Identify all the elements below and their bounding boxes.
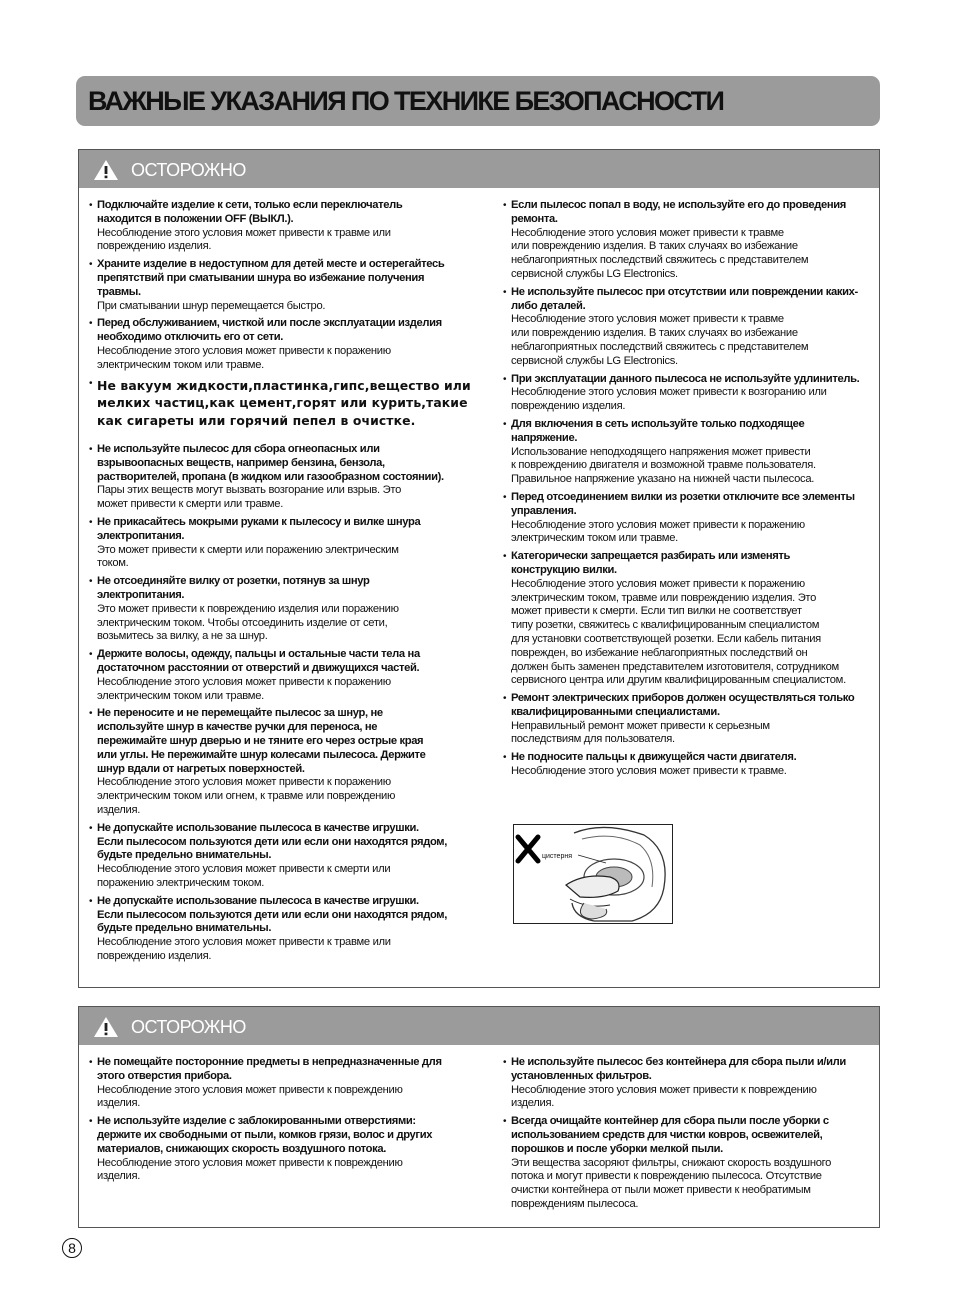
hand-icon — [566, 876, 619, 897]
item-heading-line: напряжение. — [511, 431, 578, 444]
safety-item — [503, 751, 875, 779]
item-description-line: изделия. — [511, 1097, 555, 1110]
item-description-line: электрическим током или травме. — [97, 689, 264, 702]
safety-item — [89, 516, 479, 571]
item-heading-line: • Не вакуум жидкости,пластинка,гипс,вещество или — [97, 377, 471, 393]
item-heading-line: достаточном расстоянии от отверстий и движущихся частей. — [97, 662, 420, 675]
item-description-line: Несоблюдение этого условия может привести к поражению — [97, 344, 391, 357]
item-heading-line: • Если пылесос попал в воду, не используйте его до проведения — [511, 199, 846, 211]
item-description-line: для установки соответствующей розетки. Если кабель питания — [511, 632, 821, 645]
item-description-line: Несоблюдение этого условия может привести к повреждению — [97, 1083, 403, 1096]
item-description-line: При сматывании шнур перемещается быстро. — [97, 299, 326, 312]
item-heading-line: пережимайте шнур дверью и не тяните его через острые края — [97, 735, 424, 747]
item-heading-line: • Не допускайте использование пылесоса в качестве игрушки. — [97, 894, 419, 907]
safety-item — [89, 443, 479, 512]
item-heading-line: • Ремонт электрических приборов должен осуществляться только — [511, 692, 855, 705]
item-description-line: неблагоприятных последствий свяжитесь с представителем — [511, 254, 809, 267]
item-description-line: Несоблюдение этого условия может привести к смерти или — [97, 863, 391, 876]
item-description-line: сервисной службы LG Electronics. — [511, 267, 678, 280]
item-heading-line: шнур вдали от нагретых поверхностей. — [97, 762, 305, 775]
item-description-line: Несоблюдение этого условия может привести к травме — [511, 226, 784, 239]
safety-item — [89, 1115, 479, 1184]
item-description-line: типу розетки, свяжитесь с квалифицированным специалистом — [511, 619, 820, 632]
item-description-line: Несоблюдение этого условия может привести к поражению — [511, 577, 805, 590]
item-heading-line: как сигареты или горячий пепел в очистке. — [97, 412, 416, 428]
item-description-line: Несоблюдение этого условия может привести к повреждению — [97, 1156, 403, 1169]
item-heading-line: • Не используйте пылесос при отсутствии или повреждении каких- — [511, 285, 858, 298]
item-description-line: может привести к смерти или травме. — [97, 498, 284, 511]
caution-header — [79, 150, 879, 188]
item-heading-line: квалифицированными специалистами. — [511, 705, 720, 718]
item-description-line: Несоблюдение этого условия может привести к травме. — [511, 765, 787, 778]
right-column — [503, 199, 875, 783]
item-description-line: сервисного центра или другим квалифицированным специалистом. — [511, 674, 846, 687]
item-description-line: Это может привести к повреждению изделия или поражению — [97, 602, 399, 615]
item-description-line: или повреждению изделия. В таких случаях во избежание — [511, 327, 798, 340]
item-heading-line: Если пылесосом пользуются дети или если они находятся рядом, — [97, 835, 447, 848]
item-description-line: Несоблюдение этого условия может привести к травме или — [97, 226, 391, 239]
item-heading-line: • Подключайте изделие к сети, только если переключатель — [97, 199, 403, 211]
item-description-line: к повреждению двигателя и возможной травме пользователя. — [511, 459, 816, 472]
caution-label: ОСТОРОЖНО — [131, 1017, 246, 1037]
item-description-line: электрическим током, травме или повреждению изделия. Это — [511, 591, 817, 604]
item-heading-line: • Перед обслуживанием, чисткой или после эксплуатации изделия — [97, 317, 442, 330]
safety-item — [503, 491, 875, 546]
item-description-line: Несоблюдение этого условия может привести к поражению — [511, 518, 805, 531]
item-heading-line: либо деталей. — [511, 299, 586, 312]
item-heading-line: будьте предельно внимательны. — [97, 849, 272, 862]
item-heading-line: травмы. — [97, 285, 141, 298]
item-description-line: неблагоприятных последствий свяжитесь с представителем — [511, 340, 809, 353]
item-description-line: Неправильный ремонт может привести к серьезным — [511, 719, 770, 732]
item-description-line: повреждению изделия. — [511, 400, 626, 413]
item-description-line: электрическим током или травме. — [97, 358, 264, 371]
item-description-line: Несоблюдение этого условия может привести к возгоранию или — [511, 386, 827, 399]
item-heading-line: или углы. Не пережимайте шнур колесами пылесоса. Держите — [97, 748, 426, 761]
item-description-line: повреждениям пылесоса. — [511, 1197, 639, 1210]
safety-item — [503, 550, 875, 688]
item-description-line: Правильное напряжение указано на нижней части пылесоса. — [511, 473, 815, 486]
caution-section-1 — [78, 149, 880, 988]
item-description-line: потока и могут привести к повреждению пылесоса. Отсутствие — [511, 1170, 822, 1183]
item-heading-line: находится в положении OFF (ВЫКЛ.). — [97, 212, 294, 225]
item-description-line: Несоблюдение этого условия может привести к травме или — [97, 936, 391, 949]
item-description-line: Несоблюдение этого условия может привести к поражению — [97, 675, 391, 688]
warning-triangle-icon — [93, 1016, 119, 1038]
safety-item — [89, 317, 479, 372]
caution-label: ОСТОРОЖНО — [131, 160, 246, 180]
vacuum-motor-illustration — [514, 825, 673, 924]
item-heading-line: будьте предельно внимательны. — [97, 922, 272, 935]
item-heading-line: необходимо отключить его от сети. — [97, 331, 283, 344]
item-heading-line: • Не подносите пальцы к движущейся части двигателя. — [511, 751, 797, 764]
safety-item — [503, 286, 875, 369]
item-heading-line: этого отверстия прибора. — [97, 1069, 232, 1082]
item-heading-line: • Не используйте пылесос для сбора огнеопасных или — [97, 443, 380, 456]
item-heading-line: мелких частиц,как цемент,горят или курить,такие — [97, 395, 468, 411]
item-description-line: повреждению изделия. — [97, 949, 212, 962]
item-heading-line: порошков и после уборки мелкой пыли. — [511, 1142, 723, 1155]
safety-item — [89, 575, 479, 644]
safety-item — [89, 1056, 479, 1111]
item-heading-line: • Не помещайте посторонние предметы в непредназначенные для — [97, 1056, 442, 1068]
item-heading-line: • Для включения в сеть используйте только подходящее — [511, 417, 805, 430]
item-description-line: Использование неподходящего напряжения может привести — [511, 445, 811, 458]
safety-item — [503, 373, 875, 414]
item-description-line: Несоблюдение этого условия может привести к повреждению — [511, 1083, 817, 1096]
safety-item — [89, 895, 479, 964]
item-heading-line: • Перед отсоединением вилки из розетки отключите все элементы — [511, 490, 855, 503]
item-heading-line: использованием средств для чистки ковров, освежителей, — [511, 1128, 823, 1141]
item-heading-line: используйте шнур в качестве ручки для переноса, не — [97, 721, 378, 734]
item-heading-line: • Всегда очищайте контейнер для сбора пыли после уборки с — [511, 1115, 829, 1128]
safety-item — [89, 707, 479, 817]
item-heading-line: • Категорически запрещается разбирать или изменять — [511, 550, 791, 563]
item-heading-line: Если пылесосом пользуются дети или если они находятся рядом, — [97, 908, 447, 921]
safety-item — [89, 199, 479, 254]
item-description-line: или повреждению изделия. В таких случаях во избежание — [511, 240, 798, 253]
item-heading-line: • Не отсоединяйте вилку от розетки, потянув за шнур — [97, 575, 370, 588]
item-description-line: изделия. — [97, 1097, 141, 1110]
item-description-line: может привести к смерти. Если тип вилки не соответствует — [511, 605, 802, 618]
page-title-banner — [76, 76, 880, 126]
item-heading-line: электропитания. — [97, 589, 185, 602]
caution-header — [79, 1007, 879, 1045]
item-description-line: током. — [97, 557, 129, 570]
safety-item — [503, 1115, 879, 1212]
item-heading-line: • При эксплуатации данного пылесоса не используйте удлинитель. — [511, 372, 860, 385]
item-description-line: изделия. — [97, 803, 141, 816]
item-description-line: сервисной службы LG Electronics. — [511, 354, 678, 367]
safety-item — [503, 199, 875, 282]
item-heading-line: установленных фильтров. — [511, 1069, 652, 1082]
item-heading-line: материалов, снижающих скорость воздушного потока. — [97, 1142, 386, 1155]
item-description-line: последствиям для пользователя. — [511, 733, 675, 746]
item-heading-line: конструкцию вилки. — [511, 563, 617, 576]
item-description-line: электрическим током или огнем, к травме или повреждению — [97, 790, 396, 803]
item-description-line: Несоблюдение этого условия может привести к травме — [511, 313, 784, 326]
item-description-line: поражению электрическим током. — [97, 876, 265, 889]
item-description-line: электрическим током или травме. — [511, 532, 678, 545]
safety-item — [89, 258, 479, 313]
left-column — [89, 1056, 479, 1188]
item-description-line: Пары этих веществ могут вызвать возгорание или взрыв. Это — [97, 484, 402, 497]
item-heading-line: управления. — [511, 504, 577, 517]
item-heading-line: растворителей, пропана (в жидком или газообразном состоянии). — [97, 470, 444, 483]
right-column — [503, 1056, 879, 1216]
caution-section-2 — [78, 1006, 880, 1228]
safety-item — [89, 377, 479, 430]
item-heading-line: • Не используйте пылесос без контейнера для сбора пыли и/или — [511, 1056, 846, 1068]
illustration-box — [513, 824, 673, 924]
item-heading-line: • Не прикасайтесь мокрыми руками к пылесосу и вилке шнура — [97, 516, 421, 529]
item-heading-line: электропитания. — [97, 529, 185, 542]
page-number: 8 — [62, 1238, 82, 1258]
safety-item — [89, 648, 479, 703]
item-heading-line: взрывоопасных веществ, например бензина, бензола, — [97, 456, 385, 469]
page-title: ВАЖНЫЕ УКАЗАНИЯ ПО ТЕХНИКЕ БЕЗОПАСНОСТИ — [88, 86, 724, 116]
left-column — [89, 199, 479, 968]
item-description-line: электрическим током. Чтобы отсоединить изделие от сети, — [97, 616, 388, 629]
item-heading-line: препятствий при сматывании шнура во избежание получения — [97, 271, 425, 284]
safety-item — [503, 1056, 879, 1111]
item-description-line: Эти вещества засоряют фильтры, снижают скорость воздушного — [511, 1156, 832, 1169]
item-heading-line: • Не переносите и не перемещайте пылесос за шнур, не — [97, 707, 383, 720]
item-description-line: должен быть заменен представителем изготовителя, сотрудником — [511, 660, 839, 673]
safety-item — [89, 822, 479, 891]
item-heading-line: • Не используйте изделие с заблокированными отверстиями: — [97, 1115, 416, 1128]
item-description-line: очистки контейнера от пыли может привести к необратимым — [511, 1184, 811, 1197]
safety-item — [503, 692, 875, 747]
warning-triangle-icon — [93, 159, 119, 181]
item-description-line: поврежден, во избежание неблагоприятных последствий он — [511, 646, 808, 659]
item-heading-line: ремонта. — [511, 212, 558, 225]
illustration-label: цистерня — [542, 853, 572, 860]
item-description-line: повреждению изделия. — [97, 240, 212, 253]
item-heading-line: • Не допускайте использование пылесоса в качестве игрушки. — [97, 821, 419, 834]
item-description-line: Несоблюдение этого условия может привести к поражению — [97, 776, 391, 789]
item-description-line: изделия. — [97, 1170, 141, 1183]
item-heading-line: • Держите волосы, одежду, пальцы и остальные части тела на — [97, 648, 420, 661]
item-heading-line: • Храните изделие в недоступном для детей месте и остерегайтесь — [97, 258, 445, 271]
item-description-line: Это может привести к смерти или поражению электрическим — [97, 543, 399, 556]
prohibited-cross-icon — [518, 837, 538, 861]
item-heading-line: держите их свободными от пыли, комков грязи, волос и других — [97, 1128, 433, 1141]
safety-item — [503, 418, 875, 487]
item-description-line: возьмитесь за вилку, а не за шнур. — [97, 630, 268, 643]
